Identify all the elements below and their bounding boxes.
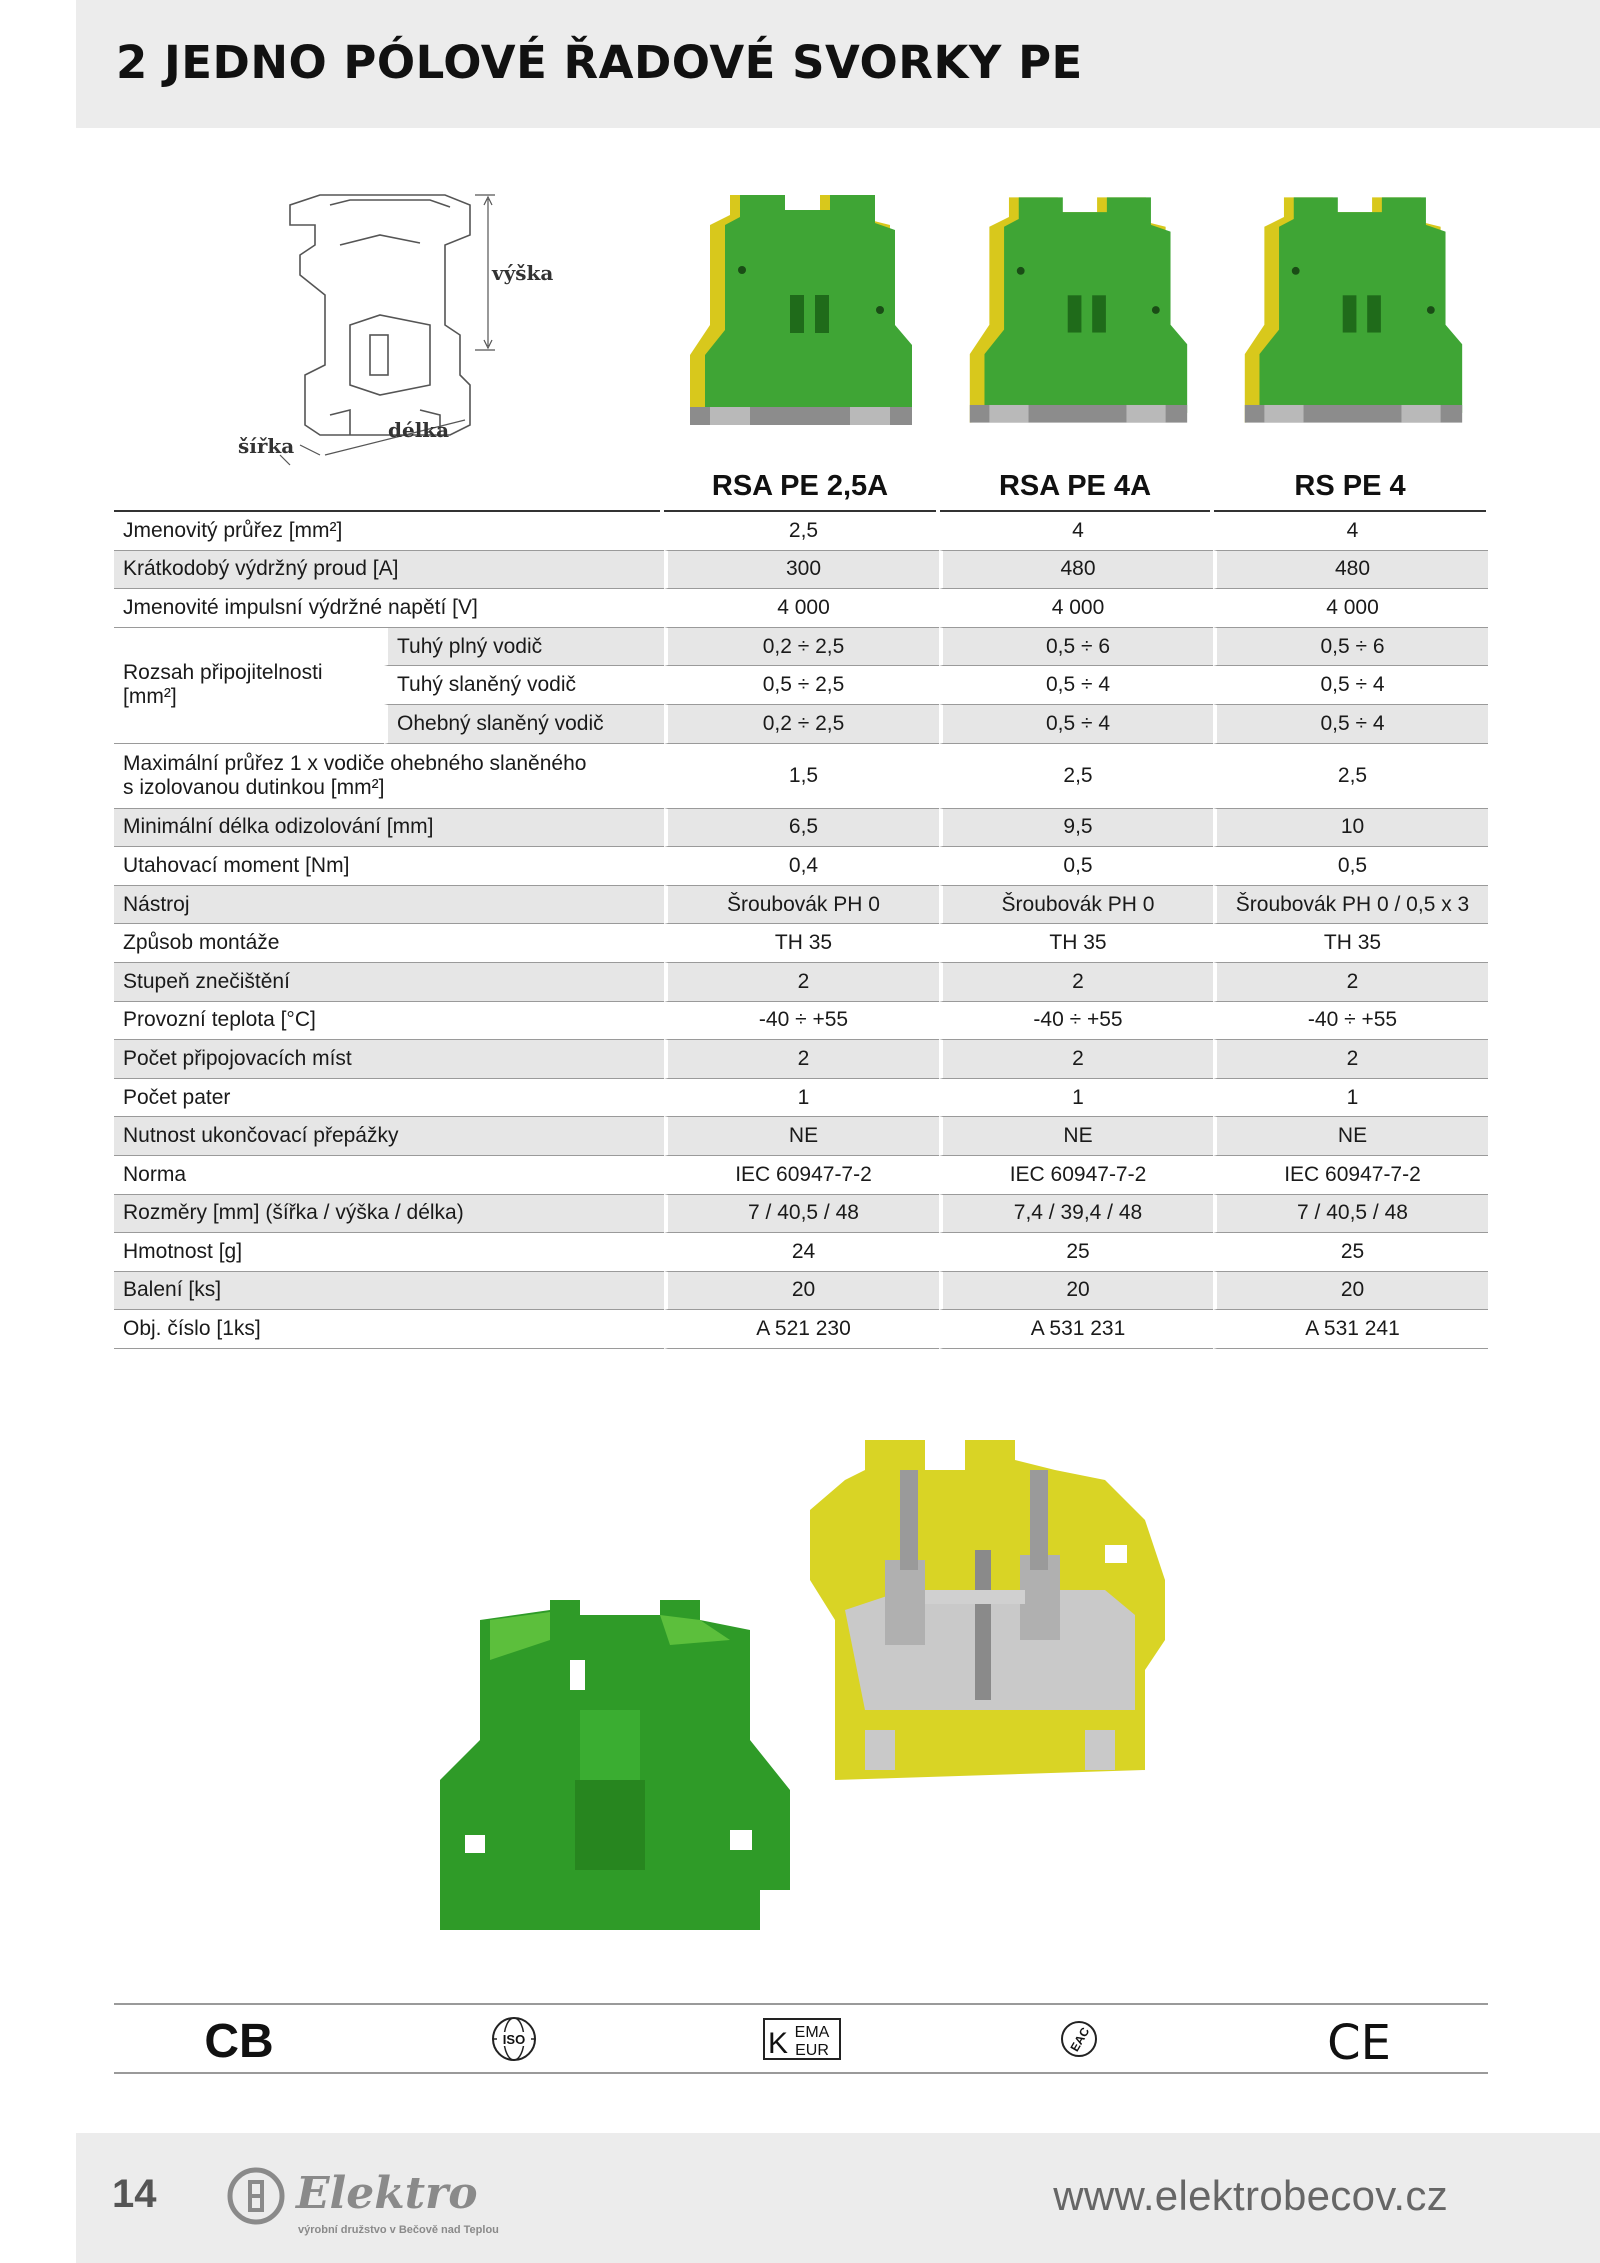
page-number: 14 [112, 2172, 157, 2216]
product-photo-rsa-pe-4a [960, 195, 1195, 425]
cell-value: 4 000 [1213, 589, 1488, 628]
cell-value: 0,5 ÷ 2,5 [664, 666, 939, 705]
cell-value: 0,5 ÷ 4 [939, 666, 1213, 705]
cell-value: 7 / 40,5 / 48 [1213, 1195, 1488, 1234]
row-label: Způsob montáže [114, 924, 664, 963]
table-row [114, 1156, 1488, 1195]
cell-value: 0,5 ÷ 6 [939, 628, 1213, 667]
cell-value: 480 [939, 551, 1213, 590]
row-label: Počet připojovacích míst [114, 1040, 664, 1079]
cell-value: 2 [664, 963, 939, 1002]
table-row [114, 512, 1488, 551]
cell-value: 0,2 ÷ 2,5 [664, 705, 939, 744]
row-label: Počet pater [114, 1079, 664, 1118]
cell-value: A 521 230 [664, 1310, 939, 1349]
column-header-1: RSA PE 2,5A [711, 470, 889, 502]
width-label: šířka [238, 434, 295, 458]
specifications-table [114, 512, 1488, 1349]
cell-value: 1 [1213, 1079, 1488, 1118]
cell-value: 0,5 ÷ 4 [939, 705, 1213, 744]
cell-value: A 531 231 [939, 1310, 1213, 1349]
row-group-label: Rozsah připojitelnosti [mm²] [114, 628, 384, 744]
row-label: Stupeň znečištění [114, 963, 664, 1002]
table-row [114, 1310, 1488, 1349]
cell-value: 0,4 [664, 847, 939, 886]
cell-value: -40 ÷ +55 [1213, 1002, 1488, 1041]
large-product-photo-green [430, 1600, 790, 1940]
elektro-logo [226, 2160, 536, 2240]
table-row [114, 924, 1488, 963]
brand-tagline: výrobní družstvo v Bečově nad Teplou [298, 2224, 499, 2236]
cell-value: 25 [1213, 1233, 1488, 1272]
cell-value: 25 [939, 1233, 1213, 1272]
cell-value: TH 35 [939, 924, 1213, 963]
cb-certification-icon [199, 2015, 279, 2063]
cell-value: IEC 60947-7-2 [939, 1156, 1213, 1195]
eac-mark: EAC [1067, 2025, 1093, 2054]
cell-value: 2,5 [1213, 744, 1488, 809]
table-row [114, 1002, 1488, 1041]
website-url[interactable]: www.elektrobecov.cz [1053, 2172, 1448, 2219]
eac-certification-icon [1059, 2015, 1099, 2063]
cell-value: 2 [939, 1040, 1213, 1079]
product-photo-rsa-pe-25a [680, 195, 920, 425]
row-label: Ohebný slaněný vodič [384, 705, 664, 744]
column-header-2: RSA PE 4A [998, 470, 1152, 502]
cell-value: 4 000 [939, 589, 1213, 628]
row-label: Jmenovitý průřez [mm²] [114, 512, 664, 551]
cell-value: 0,5 ÷ 4 [1213, 666, 1488, 705]
cell-value: 20 [1213, 1272, 1488, 1311]
table-row [114, 886, 1488, 925]
cell-value: -40 ÷ +55 [939, 1002, 1213, 1041]
cell-value: 7,4 / 39,4 / 48 [939, 1195, 1213, 1234]
table-row [114, 628, 1488, 667]
cell-value: 2,5 [664, 512, 939, 551]
row-label: Rozměry [mm] (šířka / výška / délka) [114, 1195, 664, 1234]
row-label: Balení [ks] [114, 1272, 664, 1311]
product-photo-rs-pe-4 [1235, 195, 1470, 425]
cell-value: 1 [939, 1079, 1213, 1118]
row-label: Krátkodobý výdržný proud [A] [114, 551, 664, 590]
row-label: Tuhý plný vodič [384, 628, 664, 667]
cell-value: IEC 60947-7-2 [664, 1156, 939, 1195]
row-label: Tuhý slaněný vodič [384, 666, 664, 705]
certifications-row [114, 2003, 1488, 2074]
large-product-photo-yellow [805, 1440, 1170, 1780]
cell-value: IEC 60947-7-2 [1213, 1156, 1488, 1195]
cell-value: NE [939, 1117, 1213, 1156]
column-header-3: RS PE 4 [1294, 470, 1406, 502]
kema-top: EMA [794, 2024, 830, 2041]
table-row [114, 1195, 1488, 1234]
cell-value: 7 / 40,5 / 48 [664, 1195, 939, 1234]
cell-value: Šroubovák PH 0 [664, 886, 939, 925]
cell-value: 6,5 [664, 809, 939, 848]
cell-value: 20 [664, 1272, 939, 1311]
cell-value: A 531 241 [1213, 1310, 1488, 1349]
cell-value: 1,5 [664, 744, 939, 809]
table-row [114, 1040, 1488, 1079]
row-label: Hmotnost [g] [114, 1233, 664, 1272]
cell-value: 0,5 ÷ 4 [1213, 705, 1488, 744]
row-label-line: Maximální průřez 1 x vodiče ohebného slaněného [123, 751, 587, 775]
cell-value: NE [664, 1117, 939, 1156]
kema-k: K [767, 2027, 789, 2060]
cell-value: 2 [939, 963, 1213, 1002]
cell-value: 1 [664, 1079, 939, 1118]
page-title: 2 JEDNO PÓLOVÉ ŘADOVÉ SVORKY PE [116, 36, 1083, 89]
cell-value: 4 [1213, 512, 1488, 551]
cell-value: 2,5 [939, 744, 1213, 809]
cell-value: 0,2 ÷ 2,5 [664, 628, 939, 667]
row-label: Provozní teplota [°C] [114, 1002, 664, 1041]
cell-value: 0,5 ÷ 6 [1213, 628, 1488, 667]
kema-certification-icon [762, 2015, 842, 2063]
table-row [114, 1079, 1488, 1118]
cell-value: TH 35 [1213, 924, 1488, 963]
height-label: výška [492, 261, 554, 285]
length-label: délka [388, 418, 450, 442]
cell-value: -40 ÷ +55 [664, 1002, 939, 1041]
table-row [114, 809, 1488, 848]
cell-value: 2 [664, 1040, 939, 1079]
ce-mark: CE [1327, 2015, 1391, 2063]
cell-value: 2 [1213, 1040, 1488, 1079]
cell-value: NE [1213, 1117, 1488, 1156]
table-row [114, 1117, 1488, 1156]
ce-certification-icon [1324, 2015, 1394, 2063]
row-label-line: s izolovanou dutinkou [mm²] [123, 775, 385, 799]
iso-certification-icon [489, 2015, 539, 2063]
cell-value: 300 [664, 551, 939, 590]
cell-value: 0,5 [939, 847, 1213, 886]
table-row [114, 1272, 1488, 1311]
table-row [114, 1233, 1488, 1272]
cell-value: 480 [1213, 551, 1488, 590]
table-row [114, 589, 1488, 628]
cell-value: 10 [1213, 809, 1488, 848]
cell-value: Šroubovák PH 0 / 0,5 x 3 [1213, 886, 1488, 925]
dimension-diagram [230, 185, 570, 475]
cb-mark: CB [204, 2015, 274, 2063]
row-label: Obj. číslo [1ks] [114, 1310, 664, 1349]
row-label: Norma [114, 1156, 664, 1195]
kema-bottom: EUR [795, 2042, 829, 2059]
table-row [114, 744, 1488, 809]
table-row [114, 963, 1488, 1002]
row-label: Minimální délka odizolování [mm] [114, 809, 664, 848]
cell-value: 0,5 [1213, 847, 1488, 886]
cell-value: 9,5 [939, 809, 1213, 848]
cell-value: 4 [939, 512, 1213, 551]
cell-value: 2 [1213, 963, 1488, 1002]
cell-value: 4 000 [664, 589, 939, 628]
row-label [114, 744, 664, 809]
cell-value: TH 35 [664, 924, 939, 963]
brand-name: Elektro [296, 2168, 478, 2219]
row-label: Nutnost ukončovací přepážky [114, 1117, 664, 1156]
table-row [114, 551, 1488, 590]
iso-mark: ISO [502, 2032, 526, 2047]
table-row [114, 847, 1488, 886]
cell-value: 24 [664, 1233, 939, 1272]
cell-value: Šroubovák PH 0 [939, 886, 1213, 925]
row-label: Jmenovité impulsní výdržné napětí [V] [114, 589, 664, 628]
row-label: Utahovací moment [Nm] [114, 847, 664, 886]
cell-value: 20 [939, 1272, 1213, 1311]
row-label: Nástroj [114, 886, 664, 925]
